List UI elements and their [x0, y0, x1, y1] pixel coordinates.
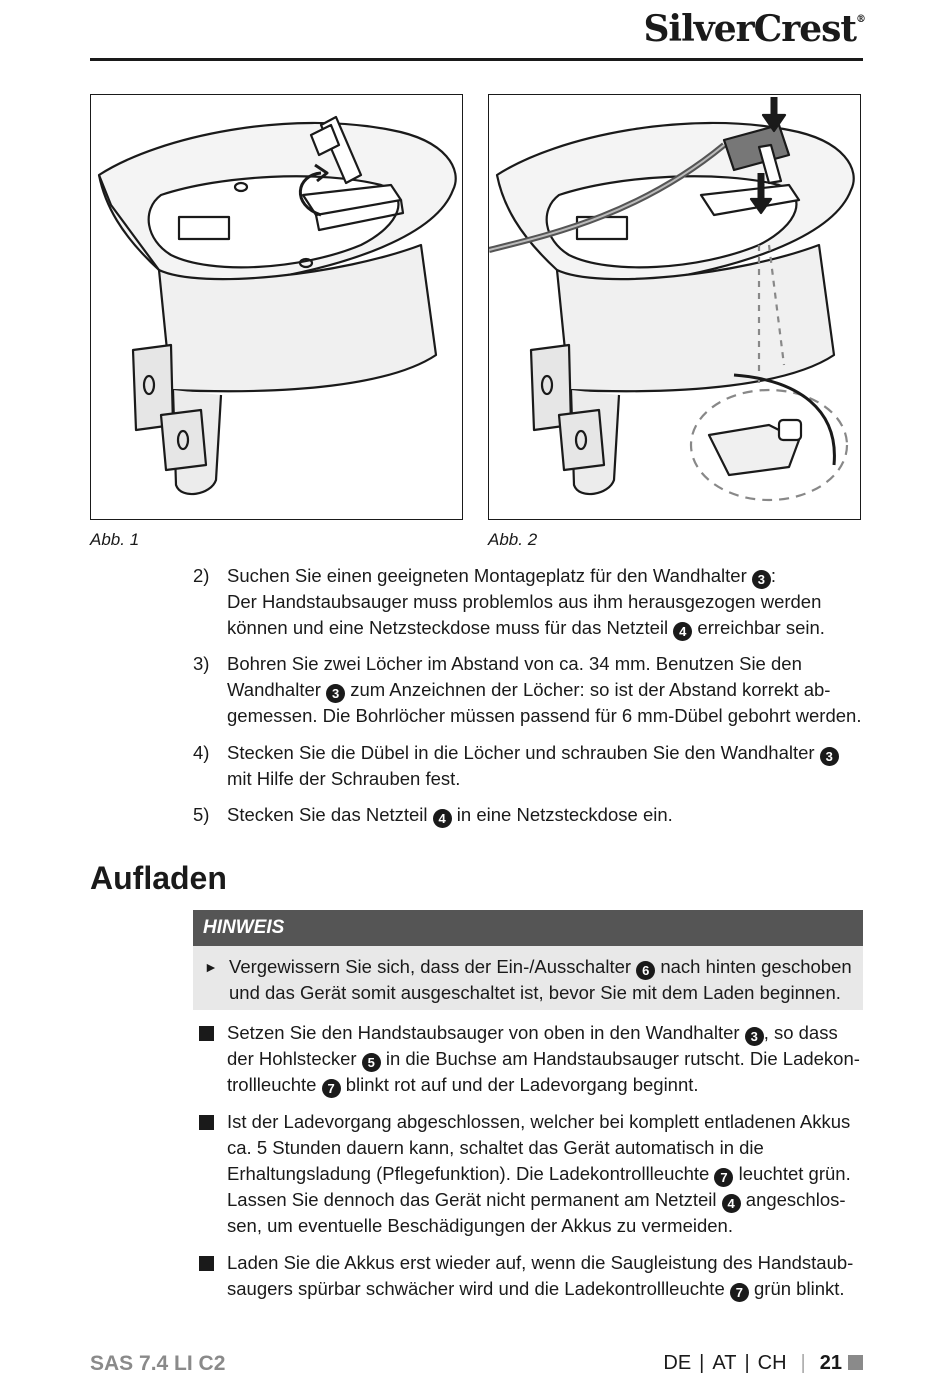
- note-header: HINWEIS: [193, 910, 863, 946]
- step-5: [193, 802, 865, 828]
- wall-holder-plug-illustration: [489, 95, 861, 518]
- number-3-icon: 3: [752, 570, 771, 589]
- number-3-icon: 3: [326, 684, 345, 703]
- brand-logo: [560, 8, 865, 50]
- step-2: [193, 563, 865, 641]
- number-7-icon: 7: [714, 1168, 733, 1187]
- figure-1-caption: Abb. 1: [90, 530, 140, 549]
- step-text: Stecken Sie das Netzteil 4 in eine Netzsteckdose ein.: [227, 804, 673, 826]
- square-bullet-icon: [199, 1115, 214, 1130]
- country-de: DE: [663, 1352, 692, 1374]
- figure-1: [90, 94, 463, 520]
- triangle-arrow-icon: ►: [204, 959, 218, 975]
- step-text: Stecken Sie die Dübel in die Löcher und schrauben Sie den Wandhalter 3 mit Hilfe der Schrauben fest.: [227, 740, 865, 792]
- registered-mark: ®: [856, 14, 865, 25]
- bullet-item: [193, 1250, 865, 1302]
- step-number: 3): [193, 653, 210, 674]
- number-7-icon: 7: [730, 1283, 749, 1302]
- square-bullet-icon: [199, 1026, 214, 1041]
- bullet-text: Setzen Sie den Handstaubsauger von oben in den Wandhalter 3 , so dass der Hohlstecker 5 in die Buchse am Handstaubsauger rutscht. Die Ladekon-trollleuchte 7 blinkt rot auf und der Ladevorgang beginnt.: [227, 1022, 860, 1096]
- number-5-icon: 5: [362, 1053, 381, 1072]
- step-number: 5): [193, 804, 210, 825]
- figure-2-caption: Abb. 2: [488, 530, 538, 549]
- section-title: Aufladen: [90, 860, 227, 896]
- page-marker-icon: [848, 1355, 863, 1370]
- header-rule: [90, 58, 863, 61]
- bullet-item: [193, 1020, 865, 1098]
- step-3: [193, 651, 865, 729]
- number-4-icon: 4: [673, 622, 692, 641]
- number-6-icon: 6: [636, 961, 655, 980]
- bullet-item: [193, 1109, 865, 1239]
- number-4-icon: 4: [433, 809, 452, 828]
- model-number: SAS 7.4 LI C2: [90, 1352, 226, 1375]
- step-number: 4): [193, 742, 210, 763]
- number-3-icon: 3: [745, 1027, 764, 1046]
- bullet-text: Ist der Ladevorgang abgeschlossen, welcher bei komplett entladenen Akkus ca. 5 Stunden dauern kann, schaltet das Gerät automatisch in die Erhaltungsladung (Pflegefunktion). Die Ladekontrollleuchte 7 leuchtet grün. Lassen Sie dennoch das Gerät nicht permanent am Netzteil 4 angeschlos-sen, um eventuelle Beschädigungen der Akkus zu vermeiden.: [227, 1111, 851, 1236]
- wall-holder-illustration: [91, 95, 461, 518]
- number-4-icon: 4: [722, 1194, 741, 1213]
- country-ch: CH: [757, 1352, 787, 1374]
- footer-locale-page: DE | AT | CH | 21: [663, 1352, 863, 1375]
- number-3-icon: 3: [820, 747, 839, 766]
- note-body: ► Vergewissern Sie sich, dass der Ein-/Ausschalter 6 nach hinten geschoben und das Gerät somit ausgeschaltet ist, bevor Sie mit dem Laden beginnen.: [193, 946, 863, 1010]
- step-text: Bohren Sie zwei Löcher im Abstand von ca. 34 mm. Benutzen Sie den Wandhalter 3 zum Anzeichnen der Löcher: so ist der Abstand korrekt ab-gemessen. Die Bohrlöcher müssen passend für 6 mm-Dübel gebohrt werden.: [227, 653, 862, 726]
- step-4: [193, 740, 865, 792]
- number-7-icon: 7: [322, 1079, 341, 1098]
- bullet-text: Laden Sie die Akkus erst wieder auf, wenn die Saugleistung des Handstaub-saugers spürbar schwächer wird und die Ladekontrollleuchte 7 grün blinkt.: [227, 1252, 854, 1300]
- square-bullet-icon: [199, 1256, 214, 1271]
- figure-2: [488, 94, 861, 520]
- brand-name: SilverCrest: [643, 8, 856, 50]
- country-at: AT: [712, 1352, 737, 1374]
- step-text: Suchen Sie einen geeigneten Montageplatz für den Wandhalter 3 : Der Handstaubsauger muss problemlos aus ihm herausgezogen werden können und eine Netzsteckdose muss für das Netzteil 4 erreichbar sein.: [227, 565, 825, 639]
- page-number: 21: [819, 1352, 842, 1374]
- step-number: 2): [193, 565, 210, 586]
